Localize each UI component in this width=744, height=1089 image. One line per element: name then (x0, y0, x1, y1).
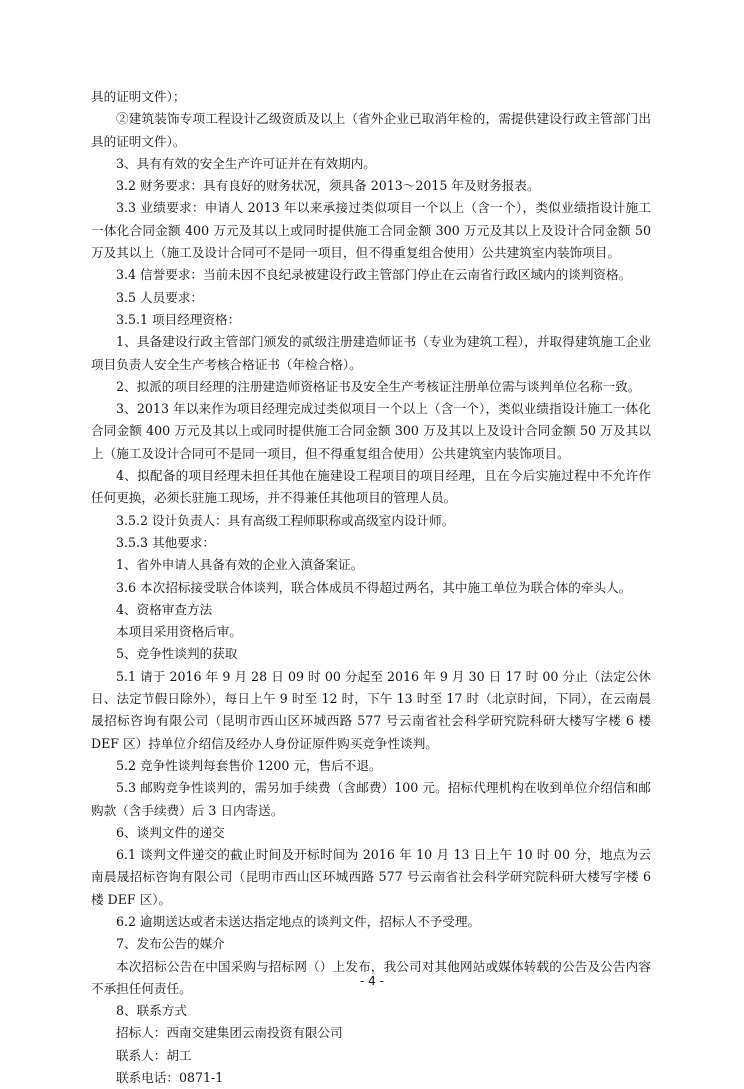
paragraph: 本次招标公告在中国采购与招标网（）上发布，我公司对其他网站或媒体转载的公告及公告内容不承担任何责任。 (91, 958, 651, 996)
paragraph: 4、拟配备的项目经理未担任其他在施建设工程项目的项目经理，且在今后实施过程中不允许作任何更换，必须长驻施工现场，并不得兼任其他项目的管理人员。 (91, 468, 651, 506)
paragraph: 联系人：胡工 (116, 1047, 192, 1063)
paragraph: 7、发布公告的媒介 (116, 936, 225, 952)
paragraph: 3.5.3 其他要求： (116, 534, 216, 550)
paragraph: 联系电话：0871-1 (116, 1070, 224, 1086)
paragraph: 招标人：西南交建集团云南投资有限公司 (116, 1025, 343, 1041)
paragraph: 3、2013 年以来作为项目经理完成过类似项目一个以上（含一个），类似业绩指设计施工一体化合同金额 400 万元及其以上或同时提供施工合同金额 300 万及其以上及设计合同金额 50 万及其以上（施工及设计合同可不是同一项目，但不得重复组合使用）公共建筑室内装饰项目。 (91, 401, 651, 461)
paragraph: 3.5 人员要求： (116, 289, 204, 305)
paragraph: 5.3 邮购竞争性谈判的，需另加手续费（含邮费）100 元。招标代理机构在收到单位介绍信和邮购款（含手续费）后 3 日内寄送。 (91, 780, 651, 818)
paragraph: 5.2 竞争性谈判每套售价 1200 元，售后不退。 (116, 757, 382, 773)
paragraph: 3.2 财务要求：具有良好的财务状况，须具备 2013～2015 年及财务报表。 (116, 178, 540, 194)
paragraph: 具的证明文件）； (91, 89, 186, 104)
paragraph: 本项目采用资格后审。 (116, 624, 242, 640)
paragraph: 6.2 逾期送达或者未送达指定地点的谈判文件，招标人不予受理。 (116, 913, 481, 929)
paragraph: 5、竞争性谈判的获取 (116, 646, 238, 662)
paragraph: 3.4 信誉要求：当前未因不良纪录被建设行政主管部门停止在云南省行政区域内的谈判资格。 (116, 267, 632, 283)
paragraph: 4、资格审查方法 (116, 601, 213, 617)
paragraph: 3.3 业绩要求：申请人 2013 年以来承接过类似项目一个以上（含一个），类似业绩指设计施工一体化合同金额 400 万元及其以上或同时提供施工合同金额 300 万元及其以上及设计合同金额 50 万及其以上（施工及设计合同可不是同一项目，但不得重复组合使用）公共建筑室内装饰项目。 (91, 200, 651, 261)
paragraph: 2、拟派的项目经理的注册建造师资格证书及安全生产考核证注册单位需与谈判单位名称一致。 (116, 378, 641, 394)
paragraph: 8、联系方式 (116, 1003, 187, 1019)
paragraph: 1、具备建设行政主管部门颁发的贰级注册建造师证书（专业为建筑工程），并取得建筑施工企业项目负责人安全生产考核合格证书（年检合格）。 (91, 334, 651, 372)
document-body (91, 86, 651, 1089)
paragraph: 6.1 谈判文件递交的截止时间及开标时间为 2016 年 10 月 13 日上午 10 时 00 分，地点为云南晨晟招标咨询有限公司（昆明市西山区环城西路 577 号云南省社会科学研究院科研大楼写字楼 6 楼 DEF 区）。 (91, 847, 651, 907)
paragraph: 3.5.2 设计负责人：具有高级工程师职称或高级室内设计师。 (116, 512, 455, 528)
paragraph: 1、省外申请人具备有效的企业入滇备案证。 (116, 557, 364, 573)
paragraph: 3、具有有效的安全生产许可证并在有效期内。 (116, 155, 376, 171)
paragraph: 5.1 请于 2016 年 9 月 28 日 09 时 00 分起至 2016 年 9 月 30 日 17 时 00 分止（法定公休日、法定节假日除外），每日上午 9 时至 12 时，下午 13 时至 17 时（北京时间，下同），在云南晨晟招标咨询有限公司（昆明市西山区环城西路 577 号云南省社会科学研究院科研大楼写字楼 6 楼 DEF 区）持单位介绍信及经办人身份证原件购买竞争性谈判。 (91, 668, 651, 751)
paragraph: 3.5.1 项目经理资格： (116, 311, 241, 327)
paragraph: ②建筑装饰专项工程设计乙级资质及以上（省外企业已取消年检的，需提供建设行政主管部门出具的证明文件）。 (91, 111, 651, 149)
paragraph: 6、谈判文件的递交 (116, 824, 225, 840)
page-number: - 4 - (360, 974, 384, 988)
paragraph: 3.6 本次招标接受联合体谈判，联合体成员不得超过两名，其中施工单位为联合体的牵头人。 (116, 579, 632, 595)
